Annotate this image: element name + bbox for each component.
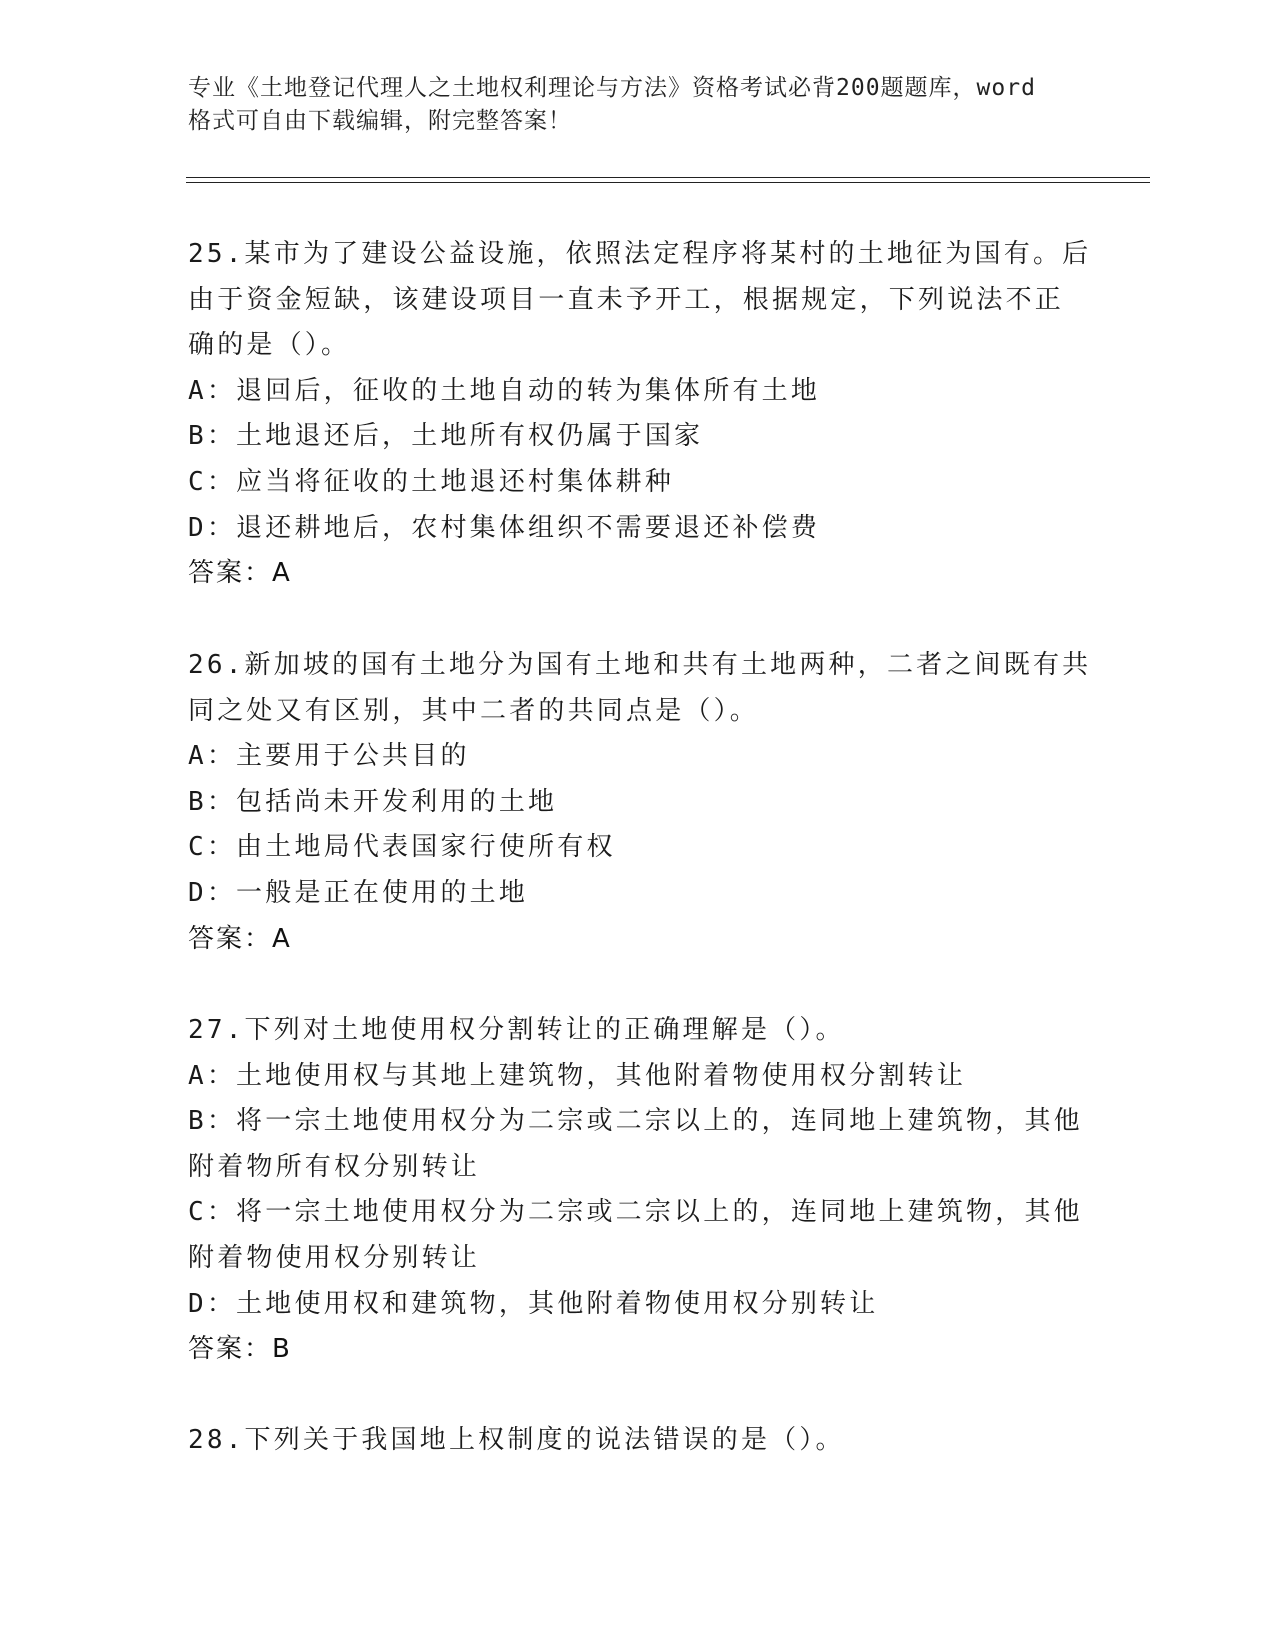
option-a: A：退回后，征收的土地自动的转为集体所有土地: [188, 375, 821, 406]
option-b: B：将一宗土地使用权分为二宗或二宗以上的，连同地上建筑物，其他: [188, 1106, 1083, 1137]
option-a: A：土地使用权与其地上建筑物，其他附着物使用权分割转让: [188, 1060, 967, 1091]
question-stem-line: 27.下列对土地使用权分割转让的正确理解是（）。: [188, 1015, 845, 1045]
option-c-continued: 附着物使用权分别转让: [188, 1242, 481, 1273]
option-b-continued: 附着物所有权分别转让: [188, 1151, 481, 1182]
question-stem-line: 同之处又有区别，其中二者的共同点是（）。: [188, 695, 760, 726]
question-26: [188, 643, 1092, 962]
question-stem-line: 26.新加坡的国有土地分为国有土地和共有土地两种，二者之间既有共: [188, 650, 1092, 680]
option-d: D：土地使用权和建筑物，其他附着物使用权分别转让: [188, 1288, 879, 1319]
document-header: [188, 72, 1068, 138]
option-d: D：退还耕地后，农村集体组织不需要退还补偿费: [188, 512, 821, 543]
question-27: [188, 1008, 1088, 1373]
question-stem-line: 由于资金短缺，该建设项目一直未予开工，根据规定，下列说法不正: [188, 284, 1065, 315]
question-25: [188, 232, 1092, 597]
question-stem-line: 25.某市为了建设公益设施，依照法定程序将某村的土地征为国有。后: [188, 239, 1092, 269]
option-c: C：将一宗土地使用权分为二宗或二宗以上的，连同地上建筑物，其他: [188, 1197, 1083, 1228]
option-b: B：包括尚未开发利用的土地: [188, 786, 558, 817]
header-divider-top: [186, 177, 1150, 178]
option-a: A：主要用于公共目的: [188, 741, 470, 772]
question-28: [188, 1418, 1088, 1464]
question-stem-line: 确的是（）。: [188, 330, 351, 361]
option-c: C：由土地局代表国家行使所有权: [188, 832, 616, 863]
header-line: 格式可自由下载编辑，附完整答案！: [188, 108, 572, 134]
header-divider-bottom: [186, 182, 1150, 183]
option-c: C：应当将征收的土地退还村集体耕种: [188, 466, 675, 497]
answer-label: 答案：A: [188, 923, 292, 954]
option-b: B：土地退还后，土地所有权仍属于国家: [188, 421, 704, 452]
answer-label: 答案：A: [188, 558, 292, 589]
question-stem-line: 28.下列关于我国地上权制度的说法错误的是（）。: [188, 1425, 845, 1455]
option-d: D：一般是正在使用的土地: [188, 877, 529, 908]
answer-label: 答案：B: [188, 1334, 292, 1365]
header-line: 专业《土地登记代理人之土地权利理论与方法》资格考试必背200题题库，word: [188, 75, 1036, 101]
